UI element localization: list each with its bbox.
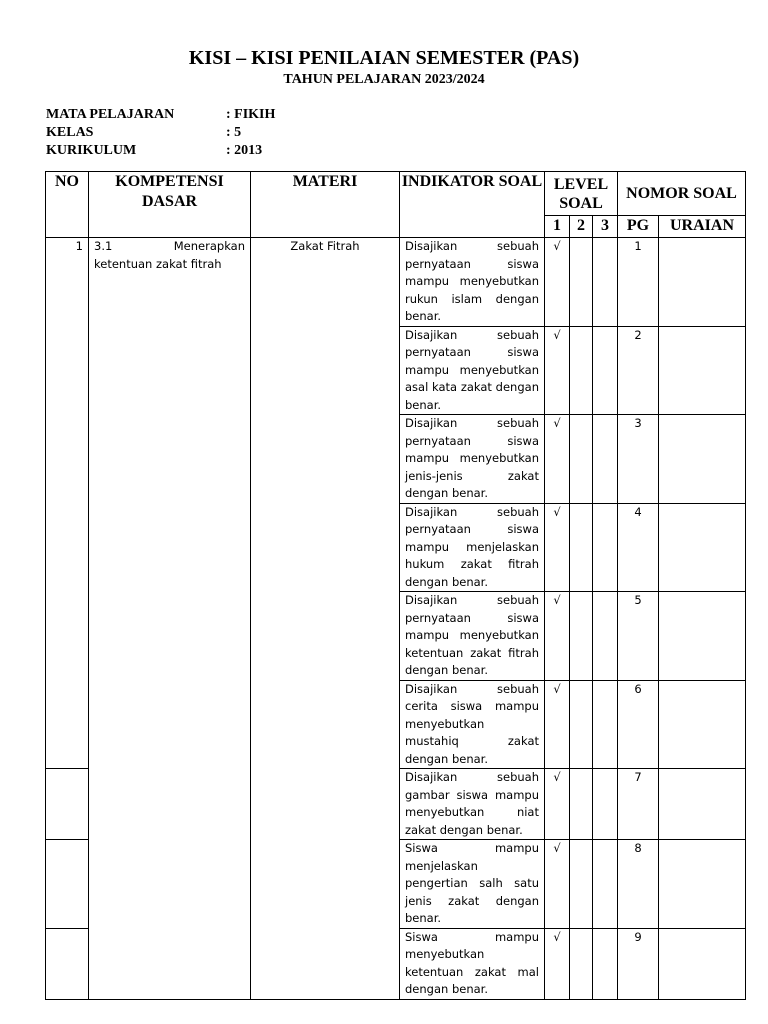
level-3-cell: [593, 592, 618, 681]
header-level-3: 3: [593, 216, 618, 238]
indikator-cell: Siswa mampu menyebutkan ketentuan zakat mal dengan benar.: [400, 928, 545, 999]
page-subtitle: TAHUN PELAJARAN 2023/2024: [283, 72, 485, 87]
indikator-cell: Siswa mampu menjelaskan pengertian salh satu jenis zakat dengan benar.: [400, 840, 545, 929]
meta-mata-pelajaran: [46, 106, 276, 124]
pg-number: 2: [618, 326, 659, 415]
table-row: [46, 238, 746, 327]
pg-number: 8: [618, 840, 659, 929]
meta-kurikulum: [46, 142, 263, 160]
uraian-cell: [659, 928, 746, 999]
level-2-cell: [570, 503, 593, 592]
level-2-cell: [570, 326, 593, 415]
pg-number: 7: [618, 769, 659, 840]
level-3-cell: [593, 928, 618, 999]
level-1-check: √: [545, 769, 570, 840]
header-level-soal: LEVEL SOAL: [545, 172, 618, 216]
meta-kelas: [46, 124, 242, 142]
header-kompetensi-dasar: KOMPETENSI DASAR: [89, 172, 251, 238]
uraian-cell: [659, 326, 746, 415]
header-uraian: URAIAN: [659, 216, 746, 238]
level-3-cell: [593, 769, 618, 840]
meta-label: MATA PELAJARAN: [46, 107, 175, 122]
header-pg: PG: [618, 216, 659, 238]
level-1-check: √: [545, 503, 570, 592]
meta-value: : 2013: [226, 143, 263, 158]
kompetensi-dasar-cell: 3.1 Menerapkan ketentuan zakat fitrah: [89, 238, 251, 1000]
row-number-empty: [46, 769, 89, 840]
page-title: KISI – KISI PENILAIAN SEMESTER (PAS): [188, 47, 580, 69]
pg-number: 6: [618, 680, 659, 769]
header-materi: MATERI: [251, 172, 400, 238]
level-2-cell: [570, 840, 593, 929]
indikator-cell: Disajikan sebuah gambar siswa mampu menyebutkan niat zakat dengan benar.: [400, 769, 545, 840]
meta-label: KURIKULUM: [46, 143, 137, 158]
level-1-check: √: [545, 680, 570, 769]
level-2-cell: [570, 680, 593, 769]
level-3-cell: [593, 680, 618, 769]
row-number: 1: [46, 238, 89, 769]
indikator-cell: Disajikan sebuah pernyataan siswa mampu menyebutkan rukun islam dengan benar.: [400, 238, 545, 327]
level-1-check: √: [545, 840, 570, 929]
header-nomor-soal: NOMOR SOAL: [618, 172, 746, 216]
level-1-check: √: [545, 415, 570, 504]
meta-label: KELAS: [46, 125, 94, 140]
header-indikator-soal: INDIKATOR SOAL: [400, 172, 545, 238]
header-no: NO: [46, 172, 89, 238]
level-3-cell: [593, 840, 618, 929]
uraian-cell: [659, 769, 746, 840]
indikator-cell: Disajikan sebuah pernyataan siswa mampu menyebutkan ketentuan zakat fitrah dengan benar.: [400, 592, 545, 681]
pg-number: 9: [618, 928, 659, 999]
header-level-1: 1: [545, 216, 570, 238]
pg-number: 5: [618, 592, 659, 681]
uraian-cell: [659, 592, 746, 681]
pg-number: 3: [618, 415, 659, 504]
uraian-cell: [659, 238, 746, 327]
indikator-cell: Disajikan sebuah pernyataan siswa mampu menyebutkan asal kata zakat dengan benar.: [400, 326, 545, 415]
level-1-check: √: [545, 928, 570, 999]
uraian-cell: [659, 415, 746, 504]
level-2-cell: [570, 928, 593, 999]
header-level-2: 2: [570, 216, 593, 238]
indikator-cell: Disajikan sebuah pernyataan siswa mampu menjelaskan hukum zakat fitrah dengan benar.: [400, 503, 545, 592]
level-1-check: √: [545, 592, 570, 681]
level-3-cell: [593, 326, 618, 415]
meta-value: : FIKIH: [226, 107, 276, 122]
uraian-cell: [659, 503, 746, 592]
row-number-empty: [46, 840, 89, 929]
level-2-cell: [570, 769, 593, 840]
pg-number: 1: [618, 238, 659, 327]
uraian-cell: [659, 840, 746, 929]
level-2-cell: [570, 592, 593, 681]
indikator-cell: Disajikan sebuah cerita siswa mampu menyebutkan mustahiq zakat dengan benar.: [400, 680, 545, 769]
row-number-empty: [46, 928, 89, 999]
uraian-cell: [659, 680, 746, 769]
pg-number: 4: [618, 503, 659, 592]
level-1-check: √: [545, 326, 570, 415]
indikator-cell: Disajikan sebuah pernyataan siswa mampu menyebutkan jenis-jenis zakat dengan benar.: [400, 415, 545, 504]
level-1-check: √: [545, 238, 570, 327]
level-3-cell: [593, 238, 618, 327]
level-2-cell: [570, 415, 593, 504]
materi-cell: Zakat Fitrah: [251, 238, 400, 1000]
meta-value: : 5: [226, 125, 242, 140]
kisi-kisi-table: [45, 171, 746, 1000]
level-2-cell: [570, 238, 593, 327]
level-3-cell: [593, 503, 618, 592]
level-3-cell: [593, 415, 618, 504]
